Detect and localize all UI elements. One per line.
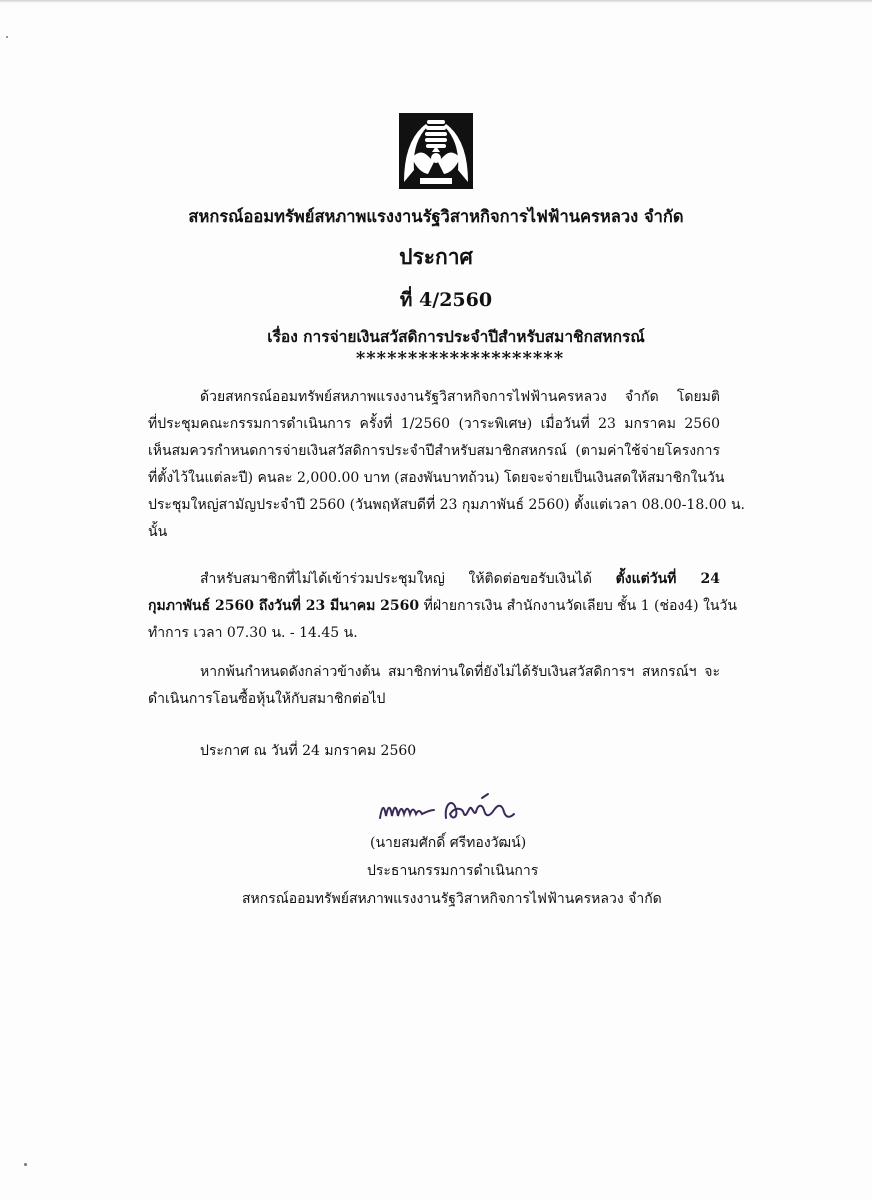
signer-organization: สหกรณ์ออมทรัพย์สหภาพแรงงานรัฐวิสาหกิจการไฟฟ้านครหลวง จำกัด [242, 891, 662, 907]
separator-stars: ******************** [355, 348, 565, 369]
paragraph-line: ดำเนินการโอนซื้อหุ้นให้กับสมาชิกต่อไป [148, 691, 386, 707]
paragraph-line: ทำการ เวลา 07.30 น. - 14.45 น. [148, 625, 358, 641]
paragraph-2 [148, 566, 737, 647]
paragraph-line: เห็นสมควรกำหนดการจ่ายเงินสวัสดิการประจำปีสำหรับสมาชิกสหกรณ์ (ตามค่าใช้จ่ายโครงการ [148, 443, 720, 459]
paragraph-line [148, 593, 737, 620]
paragraph-line: ประชุมใหญ่สามัญประจำปี 2560 (วันพฤหัสบดีที่ 23 กุมภาพันธ์ 2560) ตั้งแต่เวลา 08.00-18.00 น. [148, 497, 745, 513]
signer-position: ประธานกรรมการดำเนินการ [367, 863, 539, 879]
date-range-start: ตั้งแต่วันที่ 24 [615, 571, 721, 587]
paragraph-line: ที่ประชุมคณะกรรมการดำเนินการ ครั้งที่ 1/2560 (วาระพิเศษ) เมื่อวันที่ 23 มกราคม 2560 [148, 416, 720, 432]
paragraph-line: หากพ้นกำหนดดังกล่าวข้างต้น สมาชิกท่านใดที่ยังไม่ได้รับเงินสวัสดิการฯ สหกรณ์ฯ จะ [200, 664, 720, 680]
organization-title: สหกรณ์ออมทรัพย์สหภาพแรงงานรัฐวิสาหกิจการไฟฟ้านครหลวง จำกัด [188, 207, 684, 226]
signer-name: (นายสมศักดิ์ ศรีทองวัฒน์) [370, 835, 527, 851]
paragraph-1 [148, 384, 745, 546]
announced-date: ประกาศ ณ วันที่ 24 มกราคม 2560 [200, 743, 417, 759]
paragraph-3 [148, 659, 720, 713]
scan-edge [0, 0, 872, 3]
announcement-number: ที่ 4/2560 [399, 289, 493, 311]
paragraph-text: ที่ฝ่ายการเงิน สำนักงานวัดเลียบ ชั้น 1 (ช่อง4) ในวัน [419, 598, 737, 614]
announcement-subject: เรื่อง การจ่ายเงินสวัสดิการประจำปีสำหรับสมาชิกสหกรณ์ [267, 327, 645, 346]
scan-speck [24, 1163, 27, 1166]
scan-speck [6, 36, 8, 38]
document-type: ประกาศ [399, 244, 473, 269]
handwritten-signature [372, 788, 532, 830]
paragraph-line: นั้น [148, 524, 168, 540]
paragraph-line: ด้วยสหกรณ์ออมทรัพย์สหภาพแรงงานรัฐวิสาหกิจการไฟฟ้านครหลวง จำกัด โดยมติ [200, 389, 720, 405]
paragraph-line [148, 566, 720, 593]
paragraph-text: สำหรับสมาชิกที่ไม่ได้เข้าร่วมประชุมใหญ่ ให้ติดต่อขอรับเงินได้ [200, 571, 616, 587]
paragraph-line: ที่ตั้งไว้ในแต่ละปี) คนละ 2,000.00 บาท (สองพันบาทถ้วน) โดยจะจ่ายเป็นเงินสดให้สมาชิกในวัน [148, 470, 725, 486]
date-range-end: กุมภาพันธ์ 2560 ถึงวันที่ 23 มีนาคม 2560 [148, 598, 420, 614]
cooperative-emblem-icon [398, 112, 474, 190]
